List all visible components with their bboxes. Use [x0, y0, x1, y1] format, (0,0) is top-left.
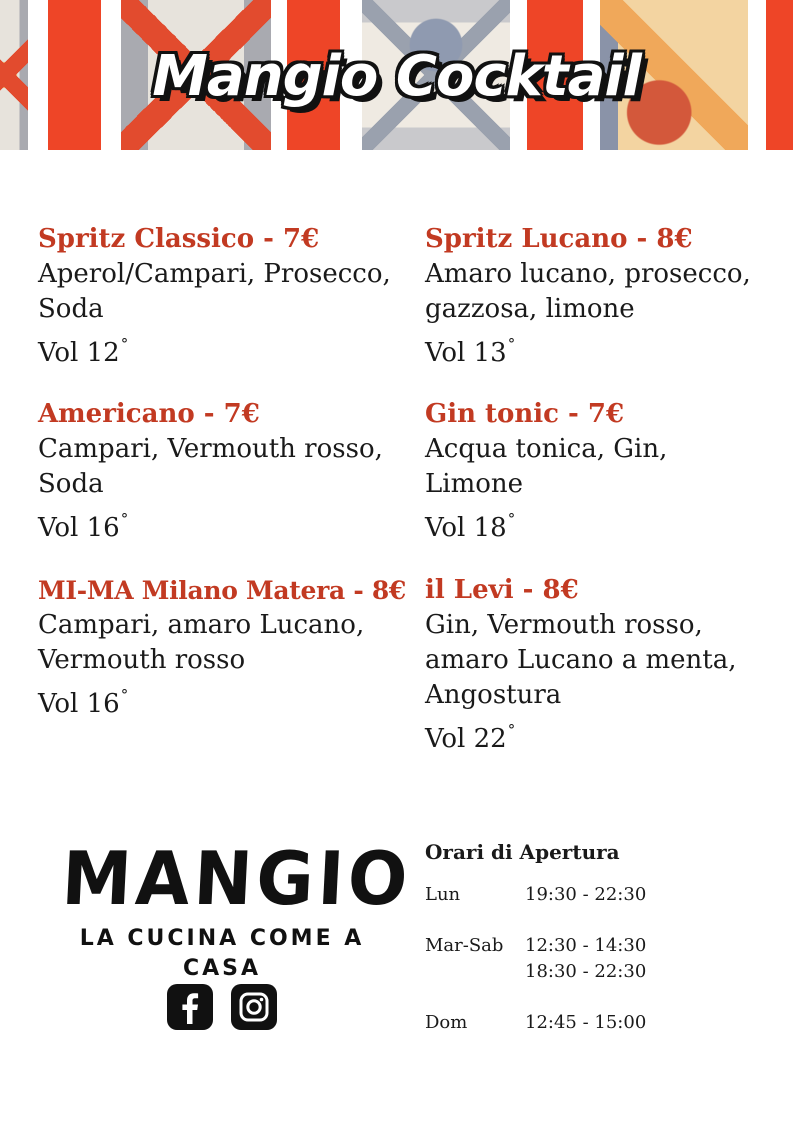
logo-brand: MANGIO — [59, 835, 414, 923]
hours-row — [425, 933, 765, 985]
drink-name: MI-MA Milano Matera - 8€ — [38, 576, 407, 605]
degree-symbol: ° — [507, 510, 516, 528]
drink-name: Spritz Classico - 7€ — [38, 224, 320, 254]
drink-ingredients: Gin, Vermouth rosso, amaro Lucano a menta, Angostura — [425, 610, 737, 710]
drink-item — [38, 397, 418, 546]
facebook-icon — [167, 984, 213, 1030]
drink-volume-value: Vol 22 — [425, 724, 507, 754]
drink-name: Americano - 7€ — [38, 399, 260, 429]
drink-ingredients: Aperol/Campari, Prosecco, Soda — [38, 259, 391, 324]
page-title: Mangio Cocktail — [152, 44, 641, 109]
header-banner — [0, 0, 793, 150]
facebook-link[interactable] — [167, 984, 213, 1030]
drink-item — [38, 222, 418, 371]
hours-time: 12:45 - 15:00 — [525, 1012, 647, 1033]
drink-ingredients: Amaro lucano, prosecco, gazzosa, limone — [425, 259, 751, 324]
hours-time: 18:30 - 22:30 — [525, 961, 647, 982]
drink-volume-value: Vol 16 — [38, 513, 120, 543]
drink-volume-value: Vol 16 — [38, 689, 120, 719]
hours-day: Dom — [425, 1012, 468, 1033]
drink-volume — [38, 502, 418, 546]
drink-volume-value: Vol 12 — [38, 338, 120, 368]
logo-tagline: LA CUCINA COME A CASA — [79, 926, 365, 981]
drink-name: il Levi - 8€ — [425, 575, 579, 605]
degree-symbol: ° — [507, 335, 516, 353]
drink-item — [38, 573, 418, 722]
drink-name: Spritz Lucano - 8€ — [425, 224, 693, 254]
hours-times — [525, 1010, 646, 1036]
drink-volume — [38, 678, 418, 722]
hours-title: Orari di Apertura — [425, 840, 620, 864]
hours-time: 12:30 - 14:30 — [525, 935, 647, 956]
drink-volume — [425, 327, 765, 371]
hours-times — [525, 882, 646, 908]
restaurant-logo — [59, 835, 414, 984]
drink-ingredients: Campari, amaro Lucano, Vermouth rosso — [38, 610, 365, 675]
drink-volume — [425, 502, 725, 546]
drink-name: Gin tonic - 7€ — [425, 399, 625, 429]
drink-volume — [38, 327, 418, 371]
hours-day: Mar-Sab — [425, 935, 504, 956]
hours-row — [425, 1010, 765, 1036]
drink-ingredients: Campari, Vermouth rosso, Soda — [38, 434, 383, 499]
drink-volume-value: Vol 18 — [425, 513, 507, 543]
drink-item — [425, 573, 765, 757]
opening-hours — [425, 838, 765, 1061]
instagram-icon — [231, 984, 277, 1030]
drink-item — [425, 222, 765, 371]
degree-symbol: ° — [507, 721, 516, 739]
degree-symbol: ° — [120, 510, 129, 528]
drink-volume — [425, 713, 765, 757]
degree-symbol: ° — [120, 686, 129, 704]
hours-time: 19:30 - 22:30 — [525, 884, 647, 905]
hours-row — [425, 882, 765, 908]
hours-times — [525, 933, 646, 985]
drink-volume-value: Vol 13 — [425, 338, 507, 368]
hours-day: Lun — [425, 884, 461, 905]
drink-ingredients: Acqua tonica, Gin, Limone — [425, 434, 668, 499]
drink-item — [425, 397, 725, 546]
degree-symbol: ° — [120, 335, 129, 353]
instagram-link[interactable] — [231, 984, 277, 1030]
